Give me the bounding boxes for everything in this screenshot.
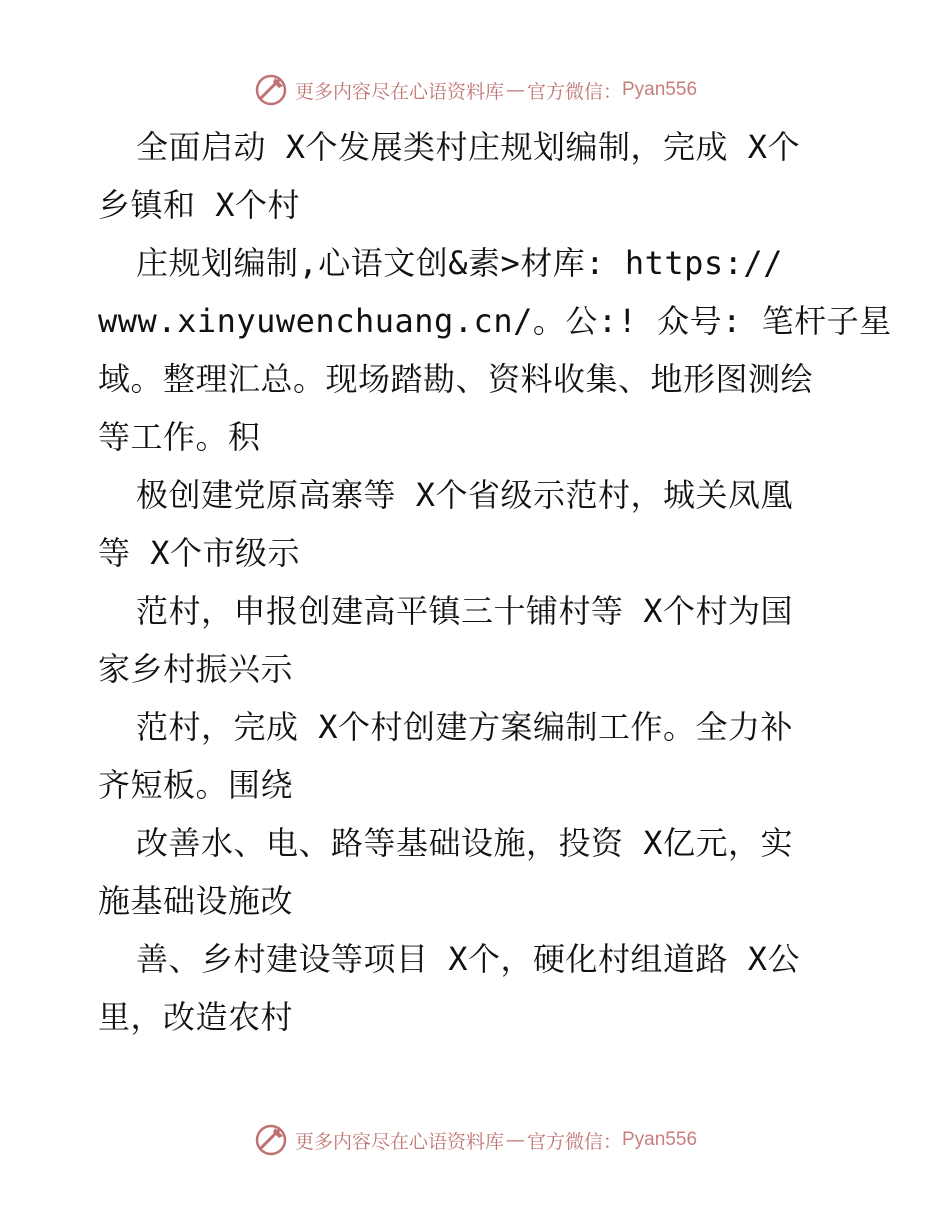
text-line: 庄规划编制,心语文创&素>材库: https:// bbox=[136, 244, 783, 282]
text-line: 等工作。积 bbox=[98, 418, 261, 456]
text-line: 齐短板。围绕 bbox=[98, 766, 294, 804]
text-line: 善、乡村建设等项目 X个，硬化村组道路 X公 bbox=[136, 940, 801, 978]
text-line: 域。整理汇总。现场踏勘、资料收集、地形图测绘 bbox=[98, 360, 814, 398]
watermark-id: Pyan556 bbox=[622, 79, 698, 100]
document-body bbox=[98, 118, 892, 1046]
text-line: 等 X个市级示 bbox=[98, 534, 301, 572]
watermark-main: 更多内容尽在心语资料库 bbox=[294, 1130, 504, 1153]
watermark-text bbox=[295, 77, 697, 104]
text-line: 家乡村振兴示 bbox=[98, 650, 294, 688]
text-line: 乡镇和 X个村 bbox=[98, 186, 301, 224]
watermark-text bbox=[295, 1127, 697, 1154]
watermark-tail: 官方微信： bbox=[526, 80, 622, 103]
text-line: 全面启动 X个发展类村庄规划编制，完成 X个 bbox=[136, 128, 801, 166]
text-line: 里，改造农村 bbox=[98, 998, 294, 1036]
watermark-separator: — bbox=[505, 79, 525, 101]
text-line: 范村，申报创建高平镇三十铺村等 X个村为国 bbox=[136, 592, 794, 630]
text-line: 改善水、电、路等基础设施，投资 X亿元，实 bbox=[136, 824, 794, 862]
watermark-tail: 官方微信： bbox=[526, 1130, 622, 1153]
text-line: 范村，完成 X个村创建方案编制工作。全力补 bbox=[136, 708, 794, 746]
watermark-main: 更多内容尽在心语资料库 bbox=[294, 80, 504, 103]
logo-icon bbox=[253, 72, 289, 108]
watermark-id: Pyan556 bbox=[622, 1129, 698, 1150]
header-watermark bbox=[0, 72, 950, 108]
text-line: 施基础设施改 bbox=[98, 882, 294, 920]
text-line: 极创建党原高寨等 X个省级示范村，城关凤凰 bbox=[136, 476, 794, 514]
logo-icon bbox=[253, 1122, 289, 1158]
text-line: www.xinyuwenchuang.cn/。公:! 众号: 笔杆子星 bbox=[98, 302, 892, 340]
footer-watermark bbox=[0, 1122, 950, 1158]
watermark-separator: — bbox=[505, 1129, 525, 1151]
